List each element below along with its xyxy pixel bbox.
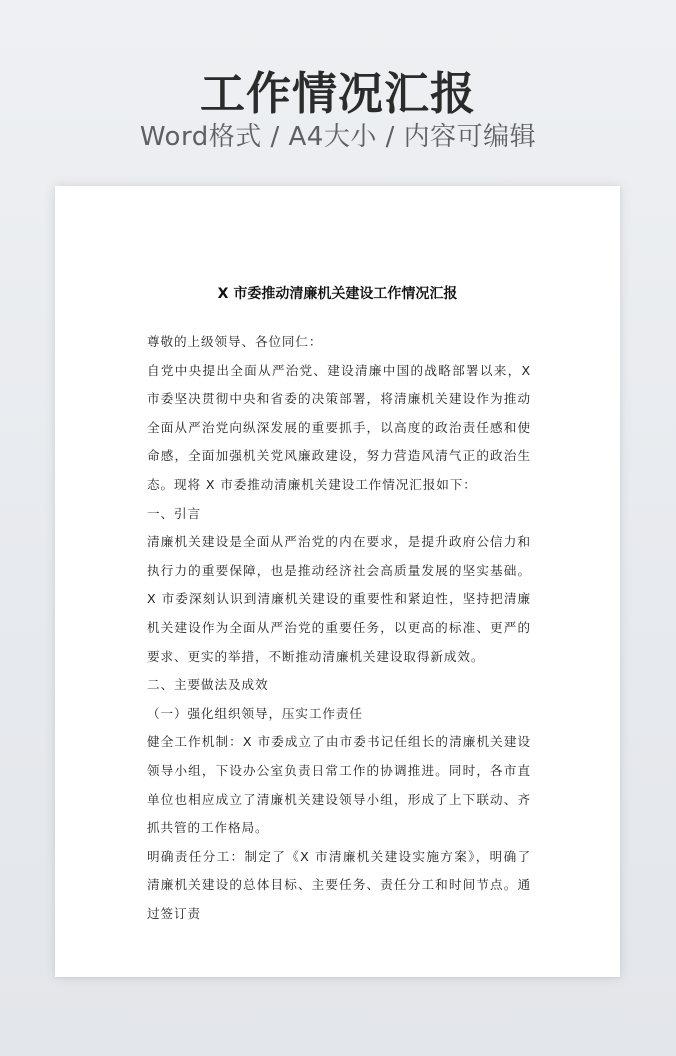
section-heading-2: 二、主要做法及成效: [147, 677, 269, 693]
body-paragraph: 清廉机关建设是全面从严治党的内在要求，是提升政府公信力和执行力的重要保障，也是推动经济社会高质量发展的坚实基础。X 市委深刻认识到清廉机关建设的重要性和紧迫性，坚持把清廉机关建设作为全面从严治党的重要任务，以更高的标准、更严的要求、更实的举措，不断推动清廉机关建设取得新成效。: [147, 534, 531, 664]
salutation: 尊敬的上级领导、各位同仁：: [147, 334, 323, 349]
section-heading-1: 一、引言: [147, 505, 201, 521]
document-title: X 市委推动清廉机关建设工作情况汇报: [217, 286, 458, 302]
subsection-heading-1: （一）强化组织领导，压实工作责任: [147, 705, 363, 721]
document-body: [147, 328, 531, 928]
header-banner: [0, 0, 676, 180]
banner-title: 工作情况汇报: [199, 67, 476, 120]
body-paragraph: 健全工作机制：X 市委成立了由市委书记任组长的清廉机关建设领导小组，下设办公室负责日常工作的协调推进。同时，各市直单位也相应成立了清廉机关建设领导小组，形成了上下联动、齐抓共管的工作格局。: [147, 734, 531, 836]
banner-subtitle: Word格式 / A4大小 / 内容可编辑: [139, 122, 537, 152]
document-page: [55, 186, 620, 977]
intro-paragraph: 自党中央提出全面从严治党、建设清廉中国的战略部署以来，X 市委坚决贯彻中央和省委的决策部署，将清廉机关建设作为推动全面从严治党向纵深发展的重要抓手，以高度的政治责任感和使命感，全面加强机关党风廉政建设，努力营造风清气正的政治生态。现将 X 市委推动清廉机关建设工作情况汇报如下：: [147, 362, 531, 492]
body-paragraph: 明确责任分工：制定了《X 市清廉机关建设实施方案》，明确了清廉机关建设的总体目标、主要任务、责任分工和时间节点。通过签订责: [147, 848, 531, 921]
